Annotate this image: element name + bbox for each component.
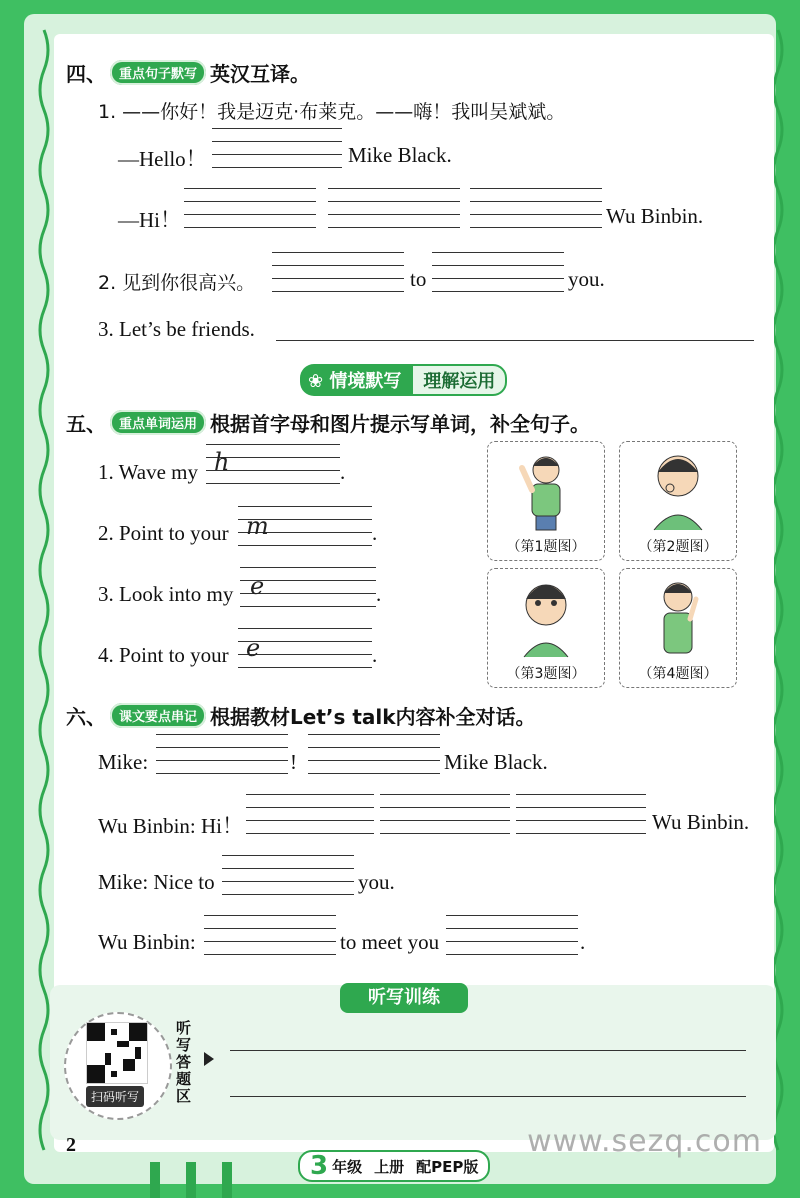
q2-middle: to [410, 267, 427, 291]
section-title: 根据首字母和图片提示写单词，补全句子。 [210, 412, 591, 436]
picture-caption: （第4题图） [638, 666, 718, 682]
answer-area-label: 听写答题区 [176, 1019, 192, 1105]
hint-letter: h [214, 448, 230, 476]
qr-label: 扫码听写 [86, 1086, 144, 1107]
section-4-heading [66, 58, 310, 87]
section-title: 根据教材Let’s talk内容补全对话。 [210, 705, 536, 729]
writing-line[interactable] [222, 855, 354, 895]
q2-suffix: you. [568, 267, 605, 291]
section-banner [300, 364, 507, 396]
writing-line[interactable] [328, 188, 460, 228]
writing-line[interactable] [446, 915, 578, 955]
picture-4 [619, 568, 737, 688]
dialog-4-suffix: . [580, 930, 586, 954]
section-badge: 重点单词运用 [110, 410, 206, 435]
dialog-2-speaker: Wu Binbin: Hi！ [98, 814, 243, 838]
section-number: 五、 [66, 412, 106, 436]
section-6-heading [66, 701, 536, 730]
dialog-1-punct: ! [290, 750, 297, 774]
item-end: . [372, 521, 378, 545]
dialog-3-speaker: Mike: Nice to [98, 870, 215, 894]
section-badge: 课文要点串记 [110, 703, 206, 728]
boy-pointing-mouth-icon [620, 442, 736, 532]
grade-label: 年级 [332, 1157, 363, 1176]
item-4-text: 4. Point to your [98, 643, 229, 667]
picture-1 [487, 441, 605, 561]
qr-code-icon[interactable] [86, 1022, 148, 1084]
banner-left: ❀ 情境默写 [300, 364, 411, 396]
section-5-heading [66, 408, 590, 437]
dialog-1-suffix: Mike Black. [444, 750, 548, 774]
banner-right: 理解运用 [411, 364, 507, 396]
picture-2 [619, 441, 737, 561]
writing-line[interactable] [246, 794, 374, 834]
picture-3 [487, 568, 605, 688]
writing-line[interactable] [156, 734, 288, 774]
dialog-4-speaker: Wu Binbin: [98, 930, 196, 954]
question-1-prompt: 1. ——你好！我是迈克·布莱克。——嗨！我叫吴斌斌。 [98, 101, 566, 123]
footer-stripe [222, 1162, 232, 1198]
boy-pointing-eye-icon [620, 569, 736, 659]
writing-line[interactable] [516, 794, 646, 834]
writing-line[interactable] [380, 794, 510, 834]
writing-line[interactable] [432, 252, 564, 292]
q1b-prefix: —Hi！ [118, 208, 181, 232]
answer-line[interactable] [230, 1050, 746, 1051]
q1a-suffix: Mike Black. [348, 143, 452, 167]
writing-line[interactable] [272, 252, 404, 292]
q1b-suffix: Wu Binbin. [606, 204, 704, 228]
hint-letter: m [246, 512, 269, 540]
writing-line[interactable] [212, 128, 342, 168]
dialog-2-suffix: Wu Binbin. [652, 810, 750, 834]
picture-caption: （第3题图） [506, 666, 586, 682]
question-3-prompt: 3. Let’s be friends. [98, 317, 255, 341]
item-end: . [340, 460, 346, 484]
dialog-1-speaker: Mike: [98, 750, 149, 774]
item-2-text: 2. Point to your [98, 521, 229, 545]
picture-caption: （第1题图） [506, 539, 586, 555]
item-end: . [376, 582, 382, 606]
edition-label: 配PEP版 [416, 1157, 479, 1176]
section-badge: 重点句子默写 [110, 60, 206, 85]
answer-line[interactable] [276, 340, 754, 341]
boy-eyes-icon [488, 569, 604, 659]
listening-tab: 听写训练 [340, 983, 468, 1013]
question-2-prompt: 2. 见到你很高兴。 [98, 272, 256, 294]
q1a-prefix: —Hello！ [118, 147, 207, 171]
item-3-text: 3. Look into my [98, 582, 234, 606]
term-label: 上册 [374, 1157, 405, 1176]
writing-line[interactable] [470, 188, 602, 228]
grade-bar [298, 1150, 490, 1182]
writing-line[interactable] [184, 188, 316, 228]
footer-stripe [150, 1162, 160, 1198]
page-number: 2 [66, 1134, 76, 1156]
item-end: . [372, 643, 378, 667]
dialog-4-middle: to meet you [340, 930, 440, 954]
footer-stripe [186, 1162, 196, 1198]
boy-waving-hand-icon [488, 442, 604, 532]
hint-letter: e [250, 572, 265, 600]
writing-line[interactable] [308, 734, 440, 774]
writing-line[interactable] [204, 915, 336, 955]
play-arrow-icon [204, 1052, 214, 1066]
answer-line[interactable] [230, 1096, 746, 1097]
picture-caption: （第2题图） [638, 539, 718, 555]
grade-number: 3 [310, 1151, 329, 1181]
section-number: 六、 [66, 705, 106, 729]
item-1-text: 1. Wave my [98, 460, 198, 484]
dialog-3-suffix: you. [358, 870, 395, 894]
section-number: 四、 [66, 62, 106, 86]
watermark: www.sezq.com [527, 1124, 762, 1159]
hint-letter: e [246, 634, 261, 662]
section-title: 英汉互译。 [210, 62, 311, 86]
